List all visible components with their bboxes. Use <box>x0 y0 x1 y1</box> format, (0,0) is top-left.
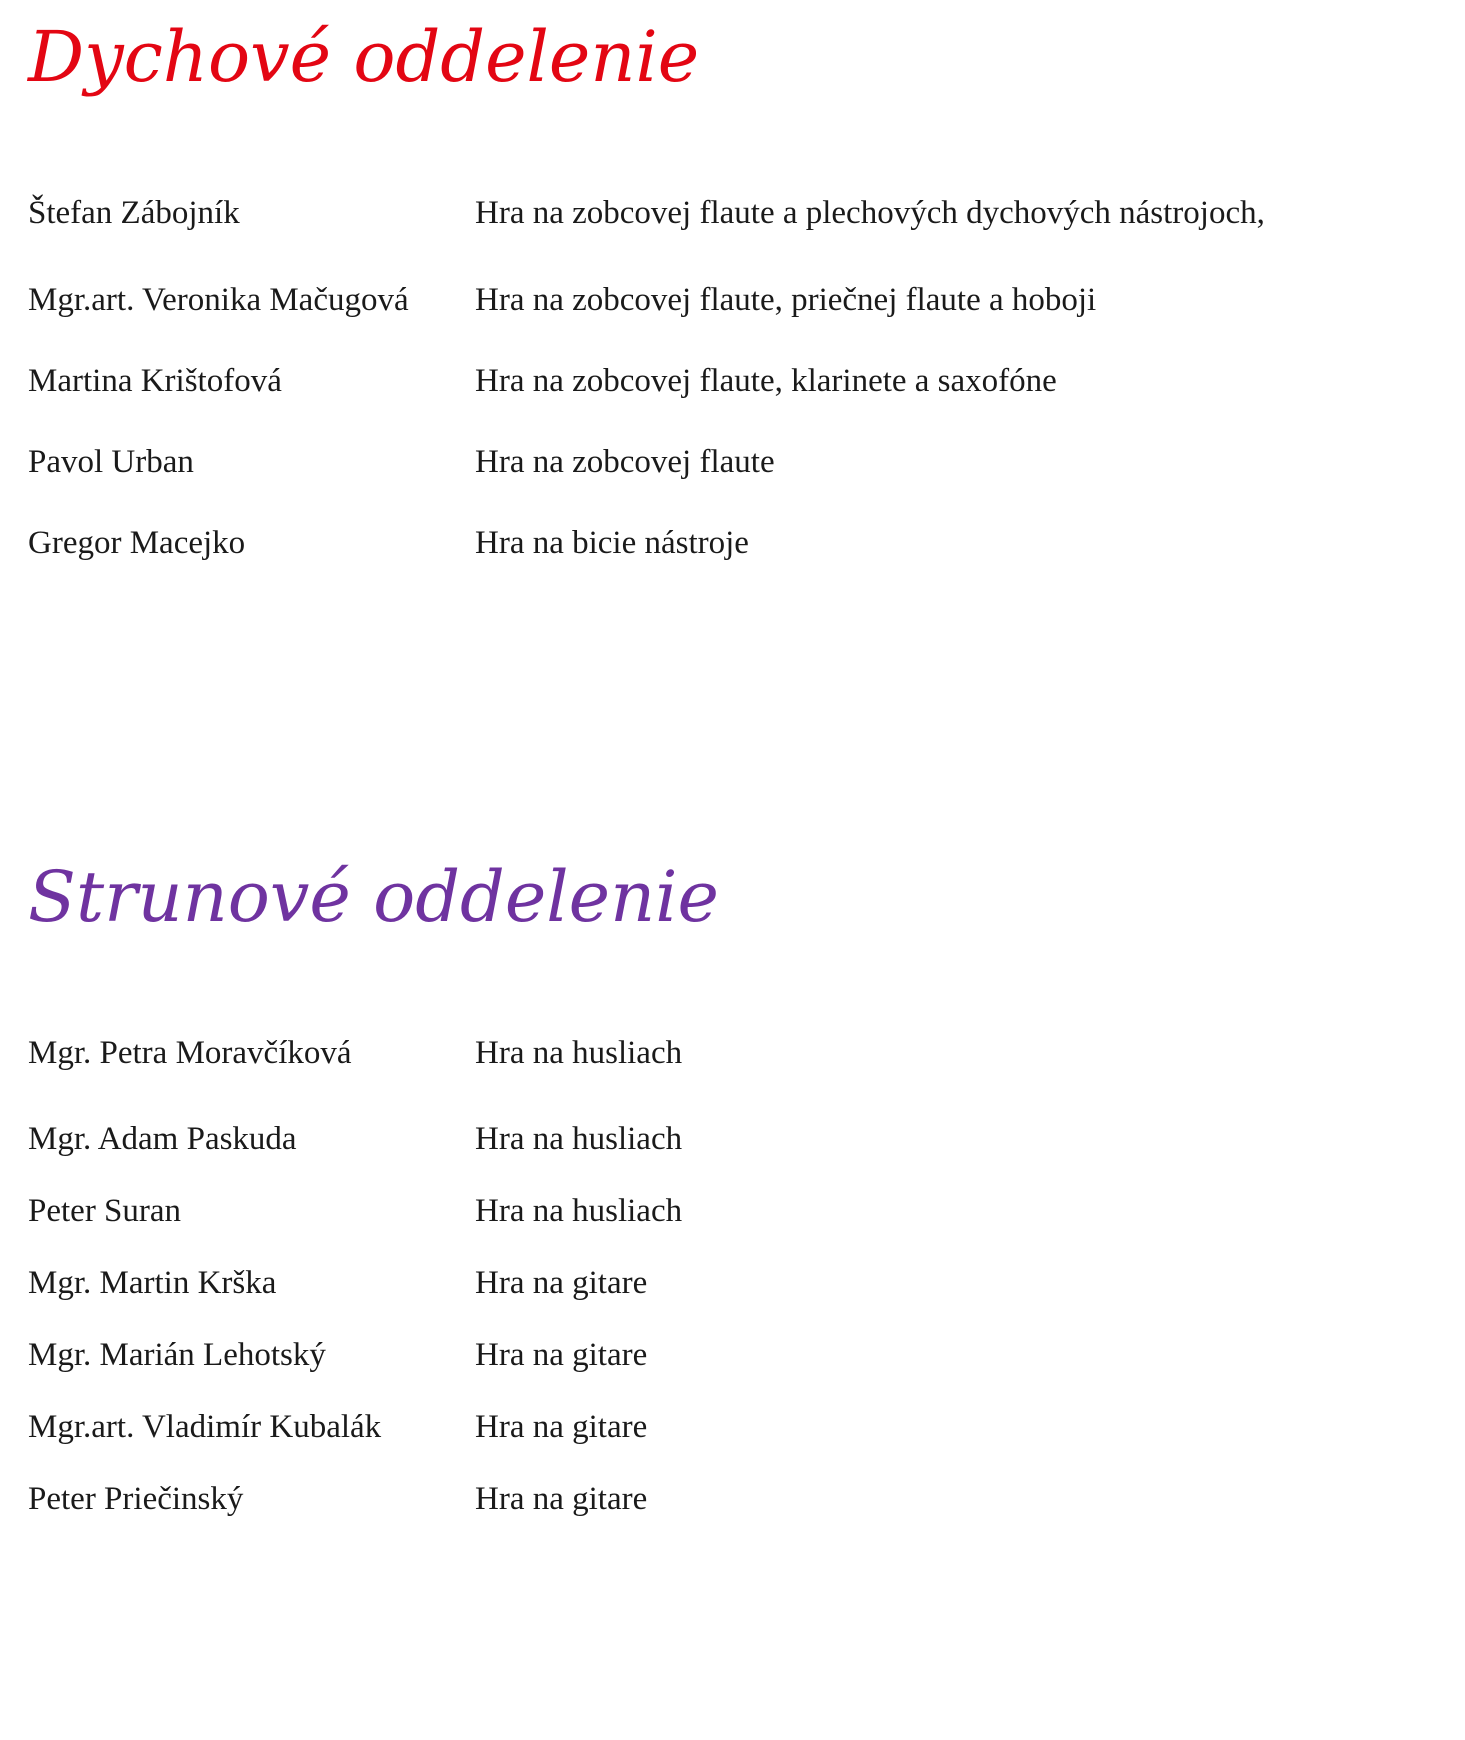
teacher-row <box>0 1033 1465 1073</box>
teacher-instrument: Hra na bicie nástroje <box>475 525 749 561</box>
teacher-name: Štefan Zábojník <box>28 195 240 231</box>
teacher-row <box>0 1335 1465 1375</box>
section-title-wind: Dychové oddelenie <box>28 16 700 98</box>
teacher-row <box>0 1191 1465 1231</box>
teacher-name: Peter Suran <box>28 1193 182 1229</box>
teacher-row <box>0 1479 1465 1519</box>
teacher-row <box>0 1407 1465 1447</box>
teacher-name: Mgr. Petra Moravčíková <box>28 1035 352 1071</box>
teacher-row <box>0 193 1465 233</box>
teacher-instrument: Hra na husliach <box>475 1193 683 1229</box>
teacher-name: Mgr. Marián Lehotský <box>28 1337 326 1373</box>
teacher-name: Mgr.art. Vladimír Kubalák <box>28 1409 382 1445</box>
teacher-name: Gregor Macejko <box>28 525 246 561</box>
teacher-name: Mgr.art. Veronika Mačugová <box>28 282 409 318</box>
teacher-name: Mgr. Adam Paskuda <box>28 1121 297 1157</box>
teacher-instrument: Hra na gitare <box>475 1265 648 1301</box>
teacher-row <box>0 1263 1465 1303</box>
teacher-instrument: Hra na husliach <box>475 1035 683 1071</box>
teacher-instrument: Hra na zobcovej flaute a plechových dychových nástrojoch, <box>475 195 1265 231</box>
teacher-instrument: Hra na zobcovej flaute, klarinete a saxofóne <box>475 363 1057 399</box>
teacher-name: Mgr. Martin Krška <box>28 1265 277 1301</box>
teacher-instrument: Hra na zobcovej flaute <box>475 444 775 480</box>
teacher-row <box>0 361 1465 401</box>
teacher-instrument: Hra na gitare <box>475 1337 648 1373</box>
teacher-instrument: Hra na gitare <box>475 1409 648 1445</box>
teacher-row <box>0 442 1465 482</box>
teacher-name: Martina Krištofová <box>28 363 282 399</box>
teacher-row <box>0 523 1465 563</box>
teacher-instrument: Hra na gitare <box>475 1481 648 1517</box>
teacher-name: Peter Priečinský <box>28 1481 244 1517</box>
teacher-instrument: Hra na husliach <box>475 1121 683 1157</box>
teacher-instrument: Hra na zobcovej flaute, priečnej flaute a hoboji <box>475 282 1097 318</box>
teacher-row <box>0 1119 1465 1159</box>
teacher-name: Pavol Urban <box>28 444 194 480</box>
teacher-row <box>0 280 1465 320</box>
section-title-string: Strunové oddelenie <box>28 856 719 938</box>
